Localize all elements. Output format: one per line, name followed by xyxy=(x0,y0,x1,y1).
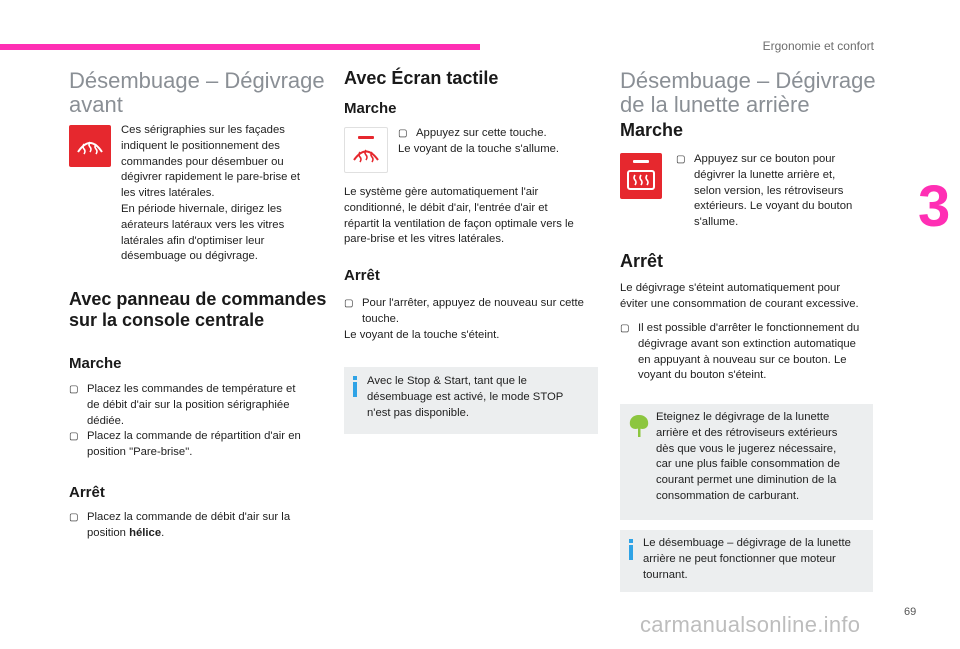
list-item: ▢ Pour l'arrêter, appuyez de nouveau sur cette touche. xyxy=(344,297,584,325)
chapter-number: 3 xyxy=(918,174,951,239)
col1-arret-heading: Arrêt xyxy=(69,484,105,501)
info-icon-bar xyxy=(629,545,633,560)
list-item: ▢ Placez les commandes de température et de débit d'air sur la position sérigraphiée dédiée. xyxy=(69,383,296,427)
front-defrost-button-picture xyxy=(69,125,111,167)
list-item: ▢ Appuyez sur cette touche. xyxy=(398,127,547,139)
eco-note-text: Eteignez le dégivrage de la lunette arrière et des rétroviseurs extérieurs dès que vous le jugerez nécessaire, car une plus faible consommation de courant permet une diminution de la consommation de carburant. xyxy=(656,411,840,502)
list-item: ▢ Placez la commande de débit d'air sur la position hélice. xyxy=(69,511,291,539)
col3-arret-paragraph: Le dégivrage s'éteint automatiquement pour éviter une consommation de courant excessive. xyxy=(620,282,859,310)
col1-intro: Ces sérigraphies sur les façades indiquent le positionnement des commandes pour désembuer ou dégivrer rapidement le pare-brise et les vitres latérales. En période hivernale, dirigez les aérateurs latéraux vers les vitres latérales afin d'optimiser leur désembuage ou dégivrage. xyxy=(121,124,300,263)
list-item: ▢ Il est possible d'arrêter le fonctionnement du dégivrage avant son extinction automatique en appuyant à nouveau sur ce bouton. Le voyant du bouton s'éteint. xyxy=(620,322,860,382)
rear-defrost-button-picture xyxy=(620,153,662,199)
info-note-box xyxy=(344,367,598,434)
col2-arret-heading: Arrêt xyxy=(344,267,380,284)
list-item: ▢ Placez la commande de répartition d'air en position "Pare-brise". xyxy=(69,430,301,459)
col1-section-title: Avec panneau de commandes sur la console centrale xyxy=(69,289,327,330)
col3-arret-heading: Arrêt xyxy=(620,251,664,271)
list-item: ▢ Appuyez sur ce bouton pour dégivrer la lunette arrière et, selon version, les rétroviseurs extérieurs. Le voyant du bouton s'allume. xyxy=(676,153,853,229)
col2-marche-bullet xyxy=(398,126,598,142)
col3-arret-list xyxy=(620,321,882,384)
front-defrost-icon xyxy=(345,128,387,172)
info-note-text: Avec le Stop & Start, tant que le désembuage est activé, le mode STOP n'est pas disponible. xyxy=(367,375,564,419)
info-icon xyxy=(629,539,633,543)
top-accent-bar xyxy=(0,44,480,50)
col2-marche-heading: Marche xyxy=(344,100,397,117)
col2-title: Avec Écran tactile xyxy=(344,68,499,88)
info-icon xyxy=(353,376,357,380)
watermark: carmanualsonline.info xyxy=(640,612,861,637)
rear-defrost-icon xyxy=(620,153,662,199)
info-note-rear-text: Le désembuage – dégivrage de la lunette arrière ne peut fonctionner que moteur tournant. xyxy=(643,537,851,581)
col1-arret-list xyxy=(69,510,329,542)
col3-marche-list xyxy=(676,152,876,231)
touch-defrost-key-picture xyxy=(344,127,388,173)
page-number: 69 xyxy=(904,606,917,618)
col2-marche-text: Le voyant de la touche s'allume. xyxy=(398,143,560,155)
col1-marche-list xyxy=(69,382,329,461)
col3-title: Désembuage – Dégivrage de la lunette arrière xyxy=(620,68,876,117)
col1-marche-heading: Marche xyxy=(69,355,122,372)
front-defrost-icon xyxy=(69,125,111,167)
col2-arret-text: Le voyant de la touche s'éteint. xyxy=(344,329,500,341)
section-header: Ergonomie et confort xyxy=(762,39,874,53)
col2-arret-list xyxy=(344,296,604,328)
eco-leaf-icon xyxy=(627,413,651,439)
col2-paragraph: Le système gère automatiquement l'air conditionné, le débit d'air, l'entrée d'air et répartit la ventilation de façon optimale vers le pare-brise et les vitres latérales. xyxy=(344,186,574,246)
col1-title: Désembuage – Dégivrage avant xyxy=(69,68,325,117)
col3-marche-heading: Marche xyxy=(620,120,684,140)
eco-note-box xyxy=(620,404,873,520)
info-icon-bar xyxy=(353,382,357,397)
info-note-box-rear xyxy=(620,530,873,592)
